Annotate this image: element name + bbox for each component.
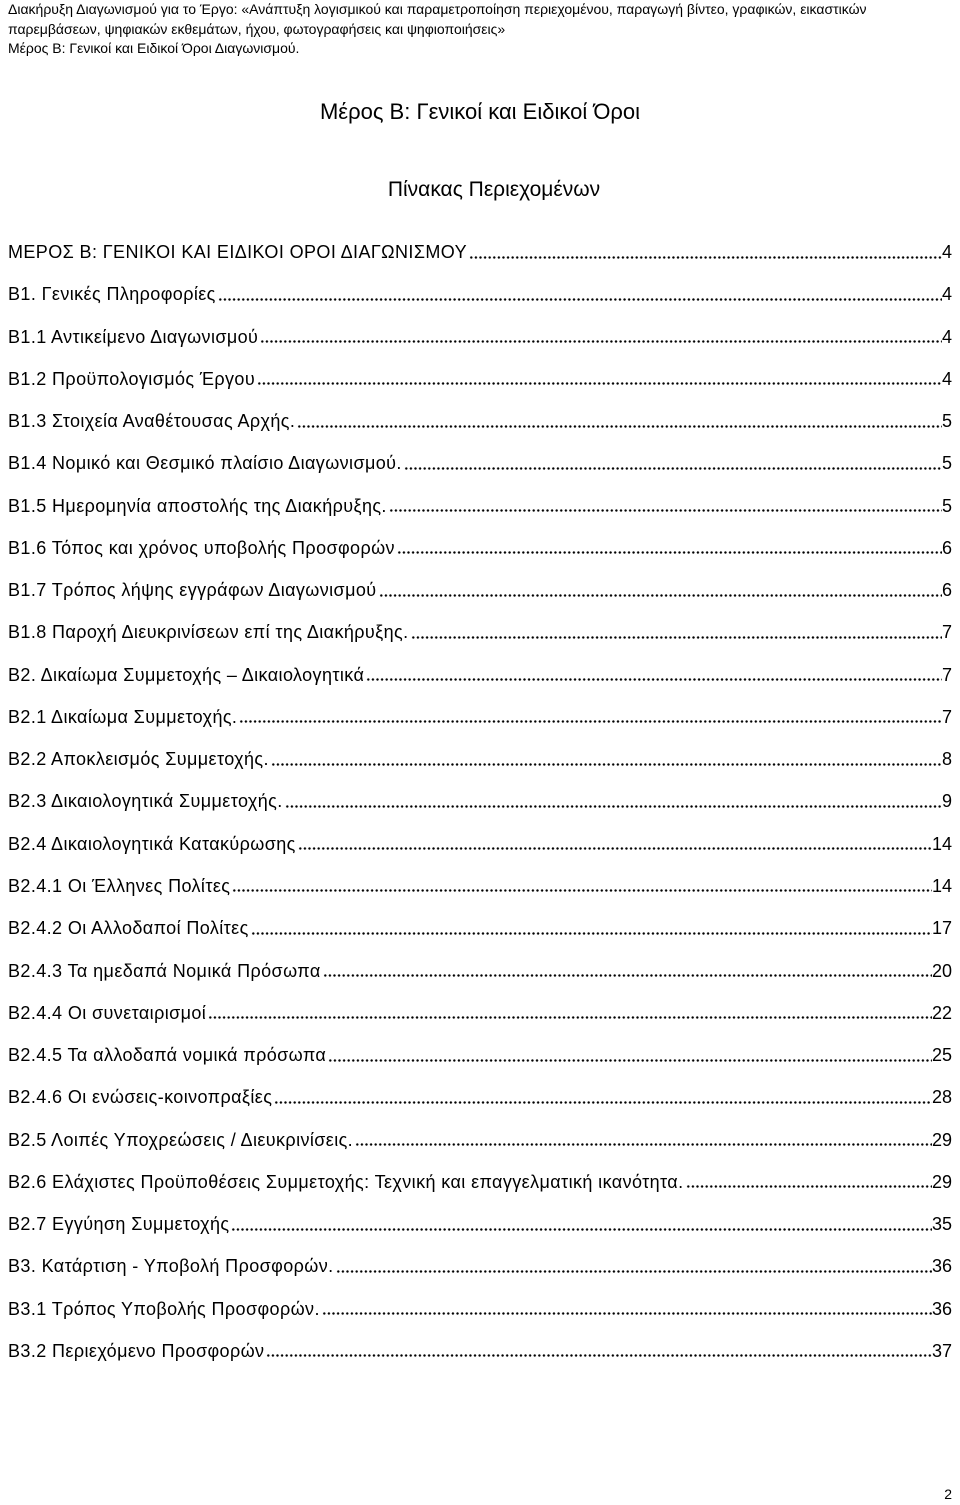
toc-leader bbox=[271, 748, 942, 770]
toc-leader bbox=[274, 1086, 932, 1108]
toc-entry bbox=[8, 621, 952, 663]
toc-entry-label: Β2.4.5 Τα αλλοδαπά νομικά πρόσωπα bbox=[8, 1045, 327, 1066]
toc-entry-page: 8 bbox=[941, 749, 952, 770]
toc-entry-label: Β2.4.6 Οι ενώσεις-κοινοπραξίες bbox=[8, 1087, 273, 1108]
toc-entry-page: 7 bbox=[941, 706, 952, 727]
toc-entry bbox=[8, 579, 952, 621]
toc-leader bbox=[208, 1002, 932, 1024]
toc-entry bbox=[8, 452, 952, 494]
toc-leader bbox=[323, 960, 932, 982]
toc-entry bbox=[8, 537, 952, 579]
toc-leader bbox=[686, 1171, 932, 1193]
toc-entry-label: Β2.4 Δικαιολογητικά Κατακύρωσης bbox=[8, 833, 296, 854]
toc-entry-label: ΜΕΡΟΣ Β: ΓΕΝΙΚΟΙ ΚΑΙ ΕΙΔΙΚΟΙ ΟΡΟΙ ΔΙΑΓΩΝΙΣΜΟΥ bbox=[8, 242, 467, 262]
toc-entry-page: 7 bbox=[941, 622, 952, 643]
toc-entry-page: 36 bbox=[931, 1256, 952, 1277]
toc-entry-page: 4 bbox=[941, 284, 952, 305]
toc-entry-label: Β2.5 Λοιπές Υποχρεώσεις / Διευκρινίσεις. bbox=[8, 1129, 354, 1150]
toc-entry-label: Β3.1 Τρόπος Υποβολής Προσφορών. bbox=[8, 1298, 320, 1319]
toc-leader bbox=[298, 833, 932, 855]
header-line-3: Μέρος Β: Γενικοί και Ειδικοί Όροι Διαγωνισμού. bbox=[8, 40, 300, 56]
toc-leader bbox=[285, 790, 942, 812]
toc-entry-page: 17 bbox=[931, 918, 952, 939]
toc-entry-page: 22 bbox=[931, 1002, 952, 1023]
toc-entry bbox=[8, 1044, 952, 1086]
toc-leader bbox=[251, 917, 932, 939]
toc-leader bbox=[404, 452, 942, 474]
toc-entry bbox=[8, 1255, 952, 1297]
toc-entry bbox=[8, 833, 952, 875]
toc-entry-label: Β1.7 Τρόπος λήψης εγγράφων Διαγωνισμού bbox=[8, 580, 377, 601]
toc-leader bbox=[328, 1044, 932, 1066]
toc-entry-page: 37 bbox=[931, 1340, 952, 1361]
toc-entry-label: Β2.4.4 Οι συνεταιρισμοί bbox=[8, 1002, 207, 1023]
toc-entry bbox=[8, 283, 952, 325]
toc-entry-page: 4 bbox=[941, 242, 952, 262]
toc-entry bbox=[8, 1129, 952, 1171]
toc-leader bbox=[469, 241, 942, 263]
toc-entry-label: Β2.4.2 Οι Αλλοδαποί Πολίτες bbox=[8, 918, 249, 939]
toc-entry-label: Β2.4.3 Τα ημεδαπά Νομικά Πρόσωπα bbox=[8, 960, 321, 981]
toc-entry-label: Β2.2 Αποκλεισμός Συμμετοχής. bbox=[8, 749, 269, 770]
toc-entry bbox=[8, 664, 952, 706]
toc-leader bbox=[239, 706, 942, 728]
toc-entry-label: Β1. Γενικές Πληροφορίες bbox=[8, 284, 216, 305]
document-title: Μέρος Β: Γενικοί και Ειδικοί Όροι bbox=[319, 99, 641, 124]
toc-entry-page: 29 bbox=[931, 1129, 952, 1150]
toc-leader bbox=[218, 283, 942, 305]
toc-entry-label: Β1.8 Παροχή Διευκρινίσεων επί της Διακήρυξης. bbox=[8, 622, 409, 643]
toc-entry-label: Β2. Δικαίωμα Συμμετοχής – Δικαιολογητικά bbox=[8, 664, 365, 685]
toc-entry-page: 6 bbox=[941, 537, 952, 558]
toc-leader bbox=[379, 579, 942, 601]
toc-entry-label: Β2.6 Ελάχιστες Προϋποθέσεις Συμμετοχής: Τεχνική και επαγγελματική ικανότητα. bbox=[8, 1171, 684, 1192]
toc-entry-page: 28 bbox=[931, 1087, 952, 1108]
toc-entry-label: Β1.1 Αντικείμενο Διαγωνισμού bbox=[8, 326, 259, 347]
toc-entry bbox=[8, 790, 952, 832]
toc-entry-page: 5 bbox=[941, 411, 952, 432]
header-line-2: παρεμβάσεων, ψηφιακών εκθεμάτων, ήχου, φωτογραφήσεις και ψηφιοποιήσεις» bbox=[8, 20, 506, 37]
toc-entry-label: Β2.3 Δικαιολογητικά Συμμετοχής. bbox=[8, 791, 283, 812]
toc-leader bbox=[411, 621, 942, 643]
toc-entry-label: Β2.4.1 Οι Έλληνες Πολίτες bbox=[8, 875, 231, 896]
toc-entry-label: Β1.2 Προϋπολογισμός Έργου bbox=[8, 368, 256, 389]
page-number: 2 bbox=[944, 1486, 952, 1502]
toc-leader bbox=[355, 1129, 932, 1151]
toc-entry-page: 36 bbox=[931, 1298, 952, 1319]
toc-entry-label: Β1.4 Νομικό και Θεσμικό πλαίσιο Διαγωνισμού. bbox=[8, 453, 402, 474]
header-line-1: Διακήρυξη Διαγωνισμού για το Έργο: «Ανάπτυξη λογισμικού και παραμετροποίηση περιεχομένου, παραγωγή βίντεο, γραφικών, εικαστικών bbox=[8, 1, 867, 17]
toc-heading: Πίνακας Περιεχομένων bbox=[387, 178, 601, 201]
toc-entry-label: Β3.2 Περιεχόμενο Προσφορών bbox=[8, 1340, 265, 1361]
toc-leader bbox=[389, 495, 942, 517]
toc-entry bbox=[8, 241, 952, 283]
toc-leader bbox=[231, 1213, 932, 1235]
toc-entry-label: Β2.7 Εγγύηση Συμμετοχής bbox=[8, 1214, 230, 1235]
toc-leader bbox=[257, 368, 942, 390]
toc-entry-page: 7 bbox=[941, 664, 952, 685]
toc-entry-label: Β2.1 Δικαίωμα Συμμετοχής. bbox=[8, 706, 238, 727]
toc-entry-label: Β3. Κατάρτιση - Υποβολή Προσφορών. bbox=[8, 1256, 334, 1277]
page-header bbox=[8, 0, 952, 59]
toc-leader bbox=[297, 410, 942, 432]
toc-entry-page: 5 bbox=[941, 453, 952, 474]
toc-entry bbox=[8, 368, 952, 410]
toc-entry-page: 14 bbox=[931, 833, 952, 854]
toc-entry-page: 25 bbox=[931, 1045, 952, 1066]
toc-entry bbox=[8, 1213, 952, 1255]
toc-leader bbox=[336, 1255, 932, 1277]
toc-entry bbox=[8, 1171, 952, 1213]
toc-entry bbox=[8, 917, 952, 959]
toc-leader bbox=[260, 326, 942, 348]
toc-entry-page: 4 bbox=[941, 326, 952, 347]
toc-entry bbox=[8, 410, 952, 452]
toc-entry bbox=[8, 706, 952, 748]
toc-leader bbox=[397, 537, 942, 559]
toc-entry bbox=[8, 1340, 952, 1382]
toc-leader bbox=[366, 664, 942, 686]
toc-entry-page: 6 bbox=[941, 580, 952, 601]
toc-entry bbox=[8, 1298, 952, 1340]
toc-entry bbox=[8, 1002, 952, 1044]
toc-entry bbox=[8, 495, 952, 537]
toc-entry-page: 20 bbox=[931, 960, 952, 981]
toc-entry bbox=[8, 960, 952, 1002]
toc-entry bbox=[8, 875, 952, 917]
toc-entry bbox=[8, 326, 952, 368]
toc-leader bbox=[232, 875, 932, 897]
toc-leader bbox=[266, 1340, 932, 1362]
toc-entry bbox=[8, 1086, 952, 1128]
toc-entry-page: 5 bbox=[941, 495, 952, 516]
toc-entry-label: Β1.3 Στοιχεία Αναθέτουσας Αρχής. bbox=[8, 411, 296, 432]
toc-entry-page: 4 bbox=[941, 368, 952, 389]
toc-entry-label: Β1.6 Τόπος και χρόνος υποβολής Προσφορών bbox=[8, 537, 395, 558]
toc-entry-page: 9 bbox=[941, 791, 952, 812]
toc-entry bbox=[8, 748, 952, 790]
toc-entry-page: 29 bbox=[931, 1171, 952, 1192]
toc-leader bbox=[322, 1298, 932, 1320]
table-of-contents bbox=[8, 241, 952, 1382]
toc-entry-page: 14 bbox=[931, 875, 952, 896]
toc-entry-label: Β1.5 Ημερομηνία αποστολής της Διακήρυξης. bbox=[8, 495, 387, 516]
toc-entry-page: 35 bbox=[931, 1214, 952, 1235]
